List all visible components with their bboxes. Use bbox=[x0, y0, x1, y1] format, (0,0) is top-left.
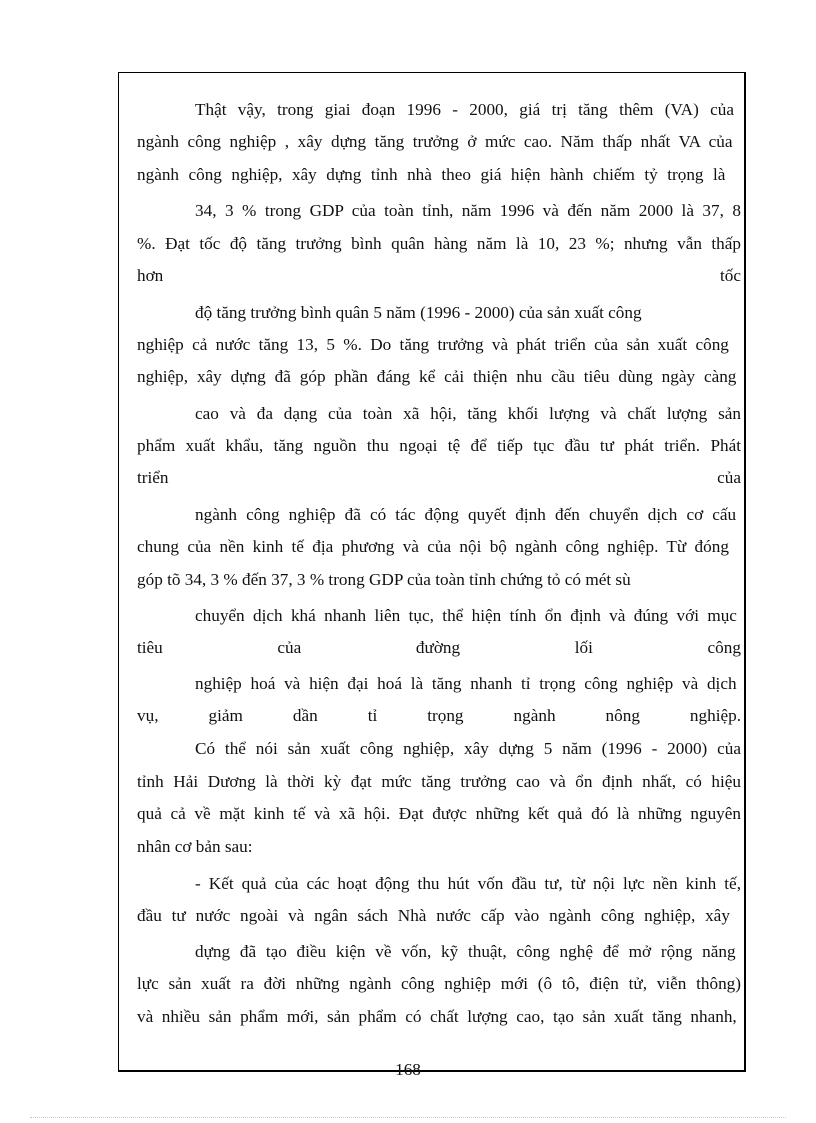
text-line: và nhiều sản phẩm mới, sản phẩm có chất lượng cao, tạo sản xuất tăng nhanh, bbox=[137, 1007, 737, 1026]
text-line bbox=[137, 466, 741, 490]
word: vụ, bbox=[137, 706, 159, 725]
text-line: Có thể nói sản xuất công nghiệp, xây dựng 5 năm (1996 - 2000) của bbox=[195, 739, 741, 758]
text-line: tỉnh Hải Dương là thời kỳ đạt mức tăng trưởng cao và ổn định nhất, có hiệu bbox=[137, 772, 741, 791]
text-line bbox=[137, 704, 741, 728]
text-line: ngành công nghiệp , xây dựng tăng trưởng ở mức cao. Năm thấp nhất VA của bbox=[137, 132, 733, 151]
text-line: Thật vậy, trong giai đoạn 1996 - 2000, giá trị tăng thêm (VA) của bbox=[195, 100, 734, 119]
text-line: nghiệp, xây dựng đã góp phần đáng kể cải thiện nhu cầu tiêu dùng ngày càng bbox=[137, 367, 737, 386]
text-line: chuyển dịch khá nhanh liên tục, thể hiện tính ổn định và đúng với mục bbox=[195, 606, 737, 625]
text-line: lực sản xuất ra đời những ngành công nghiệp mới (ô tô, điện tử, viễn thông) bbox=[137, 974, 741, 993]
word: tiêu bbox=[137, 638, 163, 657]
text-line: nghiệp cả nước tăng 13, 5 %. Do tăng trưởng và phát triển của sản xuất công bbox=[137, 335, 729, 354]
footer-divider bbox=[30, 1117, 786, 1118]
page-number: 168 bbox=[395, 1060, 421, 1079]
text-line: nghiệp hoá và hiện đại hoá là tăng nhanh tỉ trọng công nghiệp và dịch bbox=[195, 674, 737, 693]
word: đường bbox=[415, 638, 461, 657]
word: ngành bbox=[513, 706, 556, 725]
text-line: chung của nền kinh tế địa phương và của nội bộ ngành công nghiệp. Từ đóng bbox=[137, 537, 729, 556]
text-line: dựng đã tạo điều kiện về vốn, kỹ thuật, công nghệ để mở rộng năng bbox=[195, 942, 736, 961]
text-line bbox=[137, 636, 741, 660]
text-line: - Kết quả của các hoạt động thu hút vốn đầu tư, từ nội lực nền kinh tế, bbox=[195, 874, 741, 893]
word: tốc bbox=[720, 266, 741, 285]
text-line: nhân cơ bản sau: bbox=[137, 837, 253, 856]
text-line: ngành công nghiệp đã có tác động quyết định đến chuyển dịch cơ cấu bbox=[195, 505, 737, 524]
word: của bbox=[277, 638, 302, 657]
text-line: độ tăng trưởng bình quân 5 năm (1996 - 2000) của sản xuất công bbox=[195, 303, 642, 322]
word: hơn bbox=[137, 266, 164, 285]
word: lối bbox=[574, 638, 593, 657]
word: nông bbox=[605, 706, 640, 725]
text-line: %. Đạt tốc độ tăng trưởng bình quân hàng năm là 10, 23 %; nhưng vẫn thấp bbox=[137, 234, 741, 253]
word: công bbox=[707, 638, 741, 657]
text-line: cao và đa dạng của toàn xã hội, tăng khối lượng và chất lượng sản bbox=[195, 404, 741, 423]
word: triển bbox=[137, 468, 169, 487]
text-line: phẩm xuất khẩu, tăng nguồn thu ngoại tệ để tiếp tục đầu tư phát triển. Phát bbox=[137, 436, 741, 455]
word: trọng bbox=[427, 706, 464, 725]
text-line: đầu tư nước ngoài và ngân sách Nhà nước cấp vào ngành công nghiệp, xây bbox=[137, 906, 730, 925]
word: dần bbox=[292, 706, 318, 725]
text-line: quả cả về mặt kinh tế và xã hội. Đạt được những kết quả đó là những nguyên bbox=[137, 804, 741, 823]
word: nghiệp. bbox=[689, 706, 741, 725]
word: của bbox=[717, 468, 741, 487]
word: tỉ bbox=[367, 706, 378, 725]
text-line: góp tõ 34, 3 % đến 37, 3 % trong GDP của toàn tỉnh chứng tỏ có mét sù bbox=[137, 570, 631, 589]
word: giảm bbox=[208, 706, 243, 725]
text-line bbox=[137, 264, 741, 288]
text-line: ngành công nghiệp, xây dựng tỉnh nhà theo giá hiện hành chiếm tỷ trọng là bbox=[137, 165, 726, 184]
text-line: 34, 3 % trong GDP của toàn tỉnh, năm 1996 và đến năm 2000 là 37, 8 bbox=[195, 201, 741, 220]
